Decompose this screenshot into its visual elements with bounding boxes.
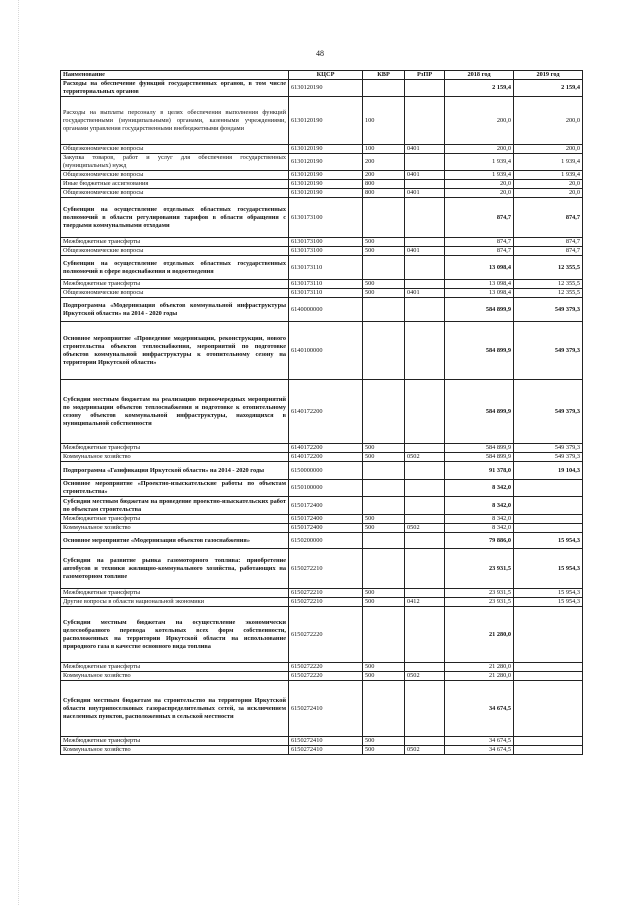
cell-rzpr xyxy=(405,480,445,497)
table-row xyxy=(61,289,583,298)
cell-kvr: 500 xyxy=(363,672,405,681)
cell-kcsr: 6150000000 xyxy=(289,462,363,480)
cell-kcsr: 6140172200 xyxy=(289,380,363,444)
table-row xyxy=(61,462,583,480)
cell-kcsr: 6130173100 xyxy=(289,198,363,238)
cell-2018: 13 098,4 xyxy=(445,289,514,298)
table-row xyxy=(61,607,583,663)
cell-kvr: 200 xyxy=(363,171,405,180)
cell-2019 xyxy=(514,672,583,681)
cell-rzpr xyxy=(405,298,445,322)
cell-2019 xyxy=(514,681,583,737)
cell-2019: 1 939,4 xyxy=(514,171,583,180)
cell-kcsr: 6130173100 xyxy=(289,238,363,247)
cell-2018: 23 931,5 xyxy=(445,589,514,598)
cell-kvr: 500 xyxy=(363,589,405,598)
cell-rzpr: 0502 xyxy=(405,746,445,755)
cell-name: Основное мероприятие «Проведение модернизации, реконструкции, нового строительства объектов теплоснабжения, мероприятий по подготовке объектов коммунальной инфраструктуры к отопительному сезону на территории Иркутской области» xyxy=(61,322,289,380)
cell-rzpr: 0502 xyxy=(405,672,445,681)
cell-2018: 20,0 xyxy=(445,189,514,198)
cell-kcsr: 6150272210 xyxy=(289,598,363,607)
cell-2019 xyxy=(514,524,583,533)
cell-kvr: 800 xyxy=(363,189,405,198)
cell-rzpr xyxy=(405,380,445,444)
cell-kvr: 500 xyxy=(363,663,405,672)
cell-rzpr xyxy=(405,737,445,746)
column-header-rzpr: РзПР xyxy=(405,71,445,80)
cell-rzpr xyxy=(405,256,445,280)
table-row xyxy=(61,453,583,462)
cell-2019: 15 954,3 xyxy=(514,549,583,589)
column-header-name: Наименование xyxy=(61,71,289,80)
cell-kcsr: 6150100000 xyxy=(289,480,363,497)
cell-name: Общеэкономические вопросы xyxy=(61,289,289,298)
cell-kcsr: 6130173110 xyxy=(289,256,363,280)
cell-rzpr: 0502 xyxy=(405,524,445,533)
cell-2019: 15 954,3 xyxy=(514,598,583,607)
cell-name: Межбюджетные трансферты xyxy=(61,737,289,746)
table-row xyxy=(61,247,583,256)
cell-rzpr xyxy=(405,681,445,737)
cell-kvr xyxy=(363,198,405,238)
cell-name: Субсидии местным бюджетам на реализацию первоочередных мероприятий по модернизации объектов теплоснабжения и подготовке к отопительному сезону объектов коммунальной инфраструктуры, находящихся в муниципальной собственности xyxy=(61,380,289,444)
cell-kcsr: 6150172400 xyxy=(289,497,363,515)
cell-rzpr xyxy=(405,533,445,549)
cell-kcsr: 6140000000 xyxy=(289,298,363,322)
cell-rzpr: 0401 xyxy=(405,171,445,180)
cell-name: Субвенции на осуществление отдельных областных государственных полномочий в области регулирования тарифов в области обращения с твердыми коммунальными отходами xyxy=(61,198,289,238)
cell-rzpr xyxy=(405,80,445,97)
cell-2018: 23 931,5 xyxy=(445,598,514,607)
cell-2018: 1 939,4 xyxy=(445,171,514,180)
cell-kcsr: 6150172400 xyxy=(289,515,363,524)
cell-2018: 584 899,9 xyxy=(445,298,514,322)
cell-kcsr: 6130173100 xyxy=(289,247,363,256)
cell-name: Коммунальное хозяйство xyxy=(61,453,289,462)
cell-kcsr: 6150272410 xyxy=(289,681,363,737)
cell-name: Другие вопросы в области национальной экономики xyxy=(61,598,289,607)
cell-2019: 549 379,3 xyxy=(514,380,583,444)
cell-kvr: 500 xyxy=(363,746,405,755)
cell-rzpr xyxy=(405,497,445,515)
cell-name: Общеэкономические вопросы xyxy=(61,247,289,256)
cell-name: Межбюджетные трансферты xyxy=(61,515,289,524)
cell-kvr: 100 xyxy=(363,97,405,145)
cell-kvr xyxy=(363,681,405,737)
cell-kvr: 500 xyxy=(363,444,405,453)
cell-2018: 34 674,5 xyxy=(445,681,514,737)
cell-kvr xyxy=(363,298,405,322)
cell-2019 xyxy=(514,663,583,672)
cell-rzpr: 0502 xyxy=(405,453,445,462)
cell-2019: 15 954,3 xyxy=(514,589,583,598)
cell-name: Коммунальное хозяйство xyxy=(61,746,289,755)
cell-kcsr: 6150272410 xyxy=(289,746,363,755)
cell-2019: 19 104,3 xyxy=(514,462,583,480)
cell-kvr xyxy=(363,462,405,480)
cell-2019: 874,7 xyxy=(514,198,583,238)
cell-2018: 874,7 xyxy=(445,247,514,256)
table-row xyxy=(61,598,583,607)
cell-rzpr xyxy=(405,444,445,453)
cell-2019 xyxy=(514,746,583,755)
cell-name: Субсидии на развитие рынка газомоторного топлива: приобретение автобусов и техники жилищно-коммунального хозяйства, работающих на газомоторном топливе xyxy=(61,549,289,589)
cell-name: Межбюджетные трансферты xyxy=(61,238,289,247)
table-header-row xyxy=(61,71,583,80)
table-row xyxy=(61,298,583,322)
cell-kcsr: 6130120190 xyxy=(289,145,363,154)
cell-kcsr: 6130120190 xyxy=(289,154,363,171)
cell-kcsr: 6130173110 xyxy=(289,289,363,298)
cell-name: Расходы на выплаты персоналу в целях обеспечения выполнения функций государственными (муниципальными) органами, казенными учреждениями, органами управления государственными внебюджетными фондами xyxy=(61,97,289,145)
cell-kvr: 500 xyxy=(363,238,405,247)
cell-kcsr: 6140172200 xyxy=(289,444,363,453)
cell-rzpr xyxy=(405,154,445,171)
cell-name: Субвенции на осуществление отдельных областных государственных полномочий в сфере водоснабжения и водоотведения xyxy=(61,256,289,280)
cell-kcsr: 6140100000 xyxy=(289,322,363,380)
cell-2018: 8 342,0 xyxy=(445,524,514,533)
cell-2018: 21 280,0 xyxy=(445,607,514,663)
cell-rzpr xyxy=(405,549,445,589)
table-row xyxy=(61,80,583,97)
cell-kcsr: 6150272220 xyxy=(289,672,363,681)
cell-kvr xyxy=(363,533,405,549)
cell-kvr: 500 xyxy=(363,737,405,746)
cell-rzpr: 0401 xyxy=(405,189,445,198)
cell-rzpr: 0401 xyxy=(405,247,445,256)
cell-rzpr xyxy=(405,198,445,238)
table-row xyxy=(61,746,583,755)
cell-kvr: 100 xyxy=(363,145,405,154)
cell-2018: 1 939,4 xyxy=(445,154,514,171)
cell-kvr xyxy=(363,497,405,515)
column-header-2019: 2019 год xyxy=(514,71,583,80)
cell-2019: 12 355,5 xyxy=(514,256,583,280)
cell-rzpr xyxy=(405,280,445,289)
column-header-kvr: КВР xyxy=(363,71,405,80)
cell-kvr xyxy=(363,322,405,380)
cell-2019: 200,0 xyxy=(514,97,583,145)
page-number: 48 xyxy=(316,49,324,58)
cell-kvr xyxy=(363,256,405,280)
cell-rzpr xyxy=(405,180,445,189)
cell-2019: 15 954,3 xyxy=(514,533,583,549)
cell-name: Основное мероприятие «Проектно-изыскательские работы по объектам строительства» xyxy=(61,480,289,497)
table-row xyxy=(61,380,583,444)
cell-name: Межбюджетные трансферты xyxy=(61,444,289,453)
cell-kcsr: 6150272210 xyxy=(289,549,363,589)
cell-kcsr: 6150272220 xyxy=(289,663,363,672)
cell-rzpr xyxy=(405,97,445,145)
table-body xyxy=(61,80,583,755)
cell-kcsr: 6150272410 xyxy=(289,737,363,746)
cell-name: Расходы на обеспечение функций государственных органов, в том числе территориальных органов xyxy=(61,80,289,97)
cell-2019 xyxy=(514,515,583,524)
column-header-kcsr: КЦСР xyxy=(289,71,363,80)
cell-kvr xyxy=(363,480,405,497)
cell-kcsr: 6150172400 xyxy=(289,524,363,533)
column-header-2018: 2018 год xyxy=(445,71,514,80)
cell-kcsr: 6130120190 xyxy=(289,180,363,189)
table-row xyxy=(61,189,583,198)
table-row xyxy=(61,238,583,247)
cell-2018: 8 342,0 xyxy=(445,497,514,515)
cell-name: Межбюджетные трансферты xyxy=(61,663,289,672)
cell-kvr: 500 xyxy=(363,453,405,462)
cell-2019: 874,7 xyxy=(514,238,583,247)
table-row xyxy=(61,145,583,154)
cell-2018: 79 886,0 xyxy=(445,533,514,549)
table-row xyxy=(61,737,583,746)
cell-2018: 584 899,9 xyxy=(445,322,514,380)
cell-2018: 21 280,0 xyxy=(445,663,514,672)
cell-rzpr xyxy=(405,238,445,247)
cell-kcsr: 6130120190 xyxy=(289,189,363,198)
cell-2018: 91 378,0 xyxy=(445,462,514,480)
cell-2019: 549 379,3 xyxy=(514,298,583,322)
cell-2019: 874,7 xyxy=(514,247,583,256)
table-row xyxy=(61,549,583,589)
cell-kvr: 500 xyxy=(363,289,405,298)
cell-kvr: 500 xyxy=(363,247,405,256)
cell-name: Коммунальное хозяйство xyxy=(61,672,289,681)
cell-kvr: 500 xyxy=(363,515,405,524)
table-row xyxy=(61,515,583,524)
cell-rzpr: 0401 xyxy=(405,289,445,298)
cell-kcsr: 6130120190 xyxy=(289,171,363,180)
table-row xyxy=(61,171,583,180)
cell-2018: 584 899,9 xyxy=(445,380,514,444)
cell-kcsr: 6150200000 xyxy=(289,533,363,549)
cell-2018: 200,0 xyxy=(445,97,514,145)
cell-2018: 21 280,0 xyxy=(445,672,514,681)
table-row xyxy=(61,256,583,280)
cell-rzpr: 0401 xyxy=(405,145,445,154)
cell-rzpr: 0412 xyxy=(405,598,445,607)
cell-kcsr: 6130120190 xyxy=(289,80,363,97)
cell-name: Подпрограмма «Модернизация объектов коммунальной инфраструктуры Иркутской области» на 2014 - 2020 годы xyxy=(61,298,289,322)
cell-2018: 34 674,5 xyxy=(445,737,514,746)
cell-2018: 34 674,5 xyxy=(445,746,514,755)
cell-name: Межбюджетные трансферты xyxy=(61,280,289,289)
cell-2018: 200,0 xyxy=(445,145,514,154)
cell-name: Субсидии местным бюджетам на проведение проектно-изыскательских работ по объектам строительства xyxy=(61,497,289,515)
table-row xyxy=(61,97,583,145)
cell-name: Основное мероприятие «Модернизация объектов газоснабжения» xyxy=(61,533,289,549)
cell-kvr: 200 xyxy=(363,154,405,171)
cell-2019: 1 939,4 xyxy=(514,154,583,171)
cell-kcsr: 6150272220 xyxy=(289,607,363,663)
cell-2018: 20,0 xyxy=(445,180,514,189)
cell-kvr xyxy=(363,380,405,444)
cell-2019: 200,0 xyxy=(514,145,583,154)
cell-2019: 12 355,5 xyxy=(514,280,583,289)
table-row xyxy=(61,322,583,380)
cell-2018: 8 342,0 xyxy=(445,480,514,497)
cell-kvr: 500 xyxy=(363,524,405,533)
cell-kvr xyxy=(363,549,405,589)
cell-2018: 584 899,9 xyxy=(445,453,514,462)
cell-2018: 8 342,0 xyxy=(445,515,514,524)
cell-2019: 549 379,3 xyxy=(514,322,583,380)
cell-2019: 12 355,5 xyxy=(514,289,583,298)
table-row xyxy=(61,663,583,672)
cell-2019 xyxy=(514,607,583,663)
cell-kvr xyxy=(363,80,405,97)
cell-name: Общеэкономические вопросы xyxy=(61,171,289,180)
table-row xyxy=(61,154,583,171)
cell-rzpr xyxy=(405,589,445,598)
cell-rzpr xyxy=(405,607,445,663)
cell-kvr xyxy=(363,607,405,663)
cell-2018: 13 098,4 xyxy=(445,280,514,289)
table-row xyxy=(61,497,583,515)
cell-name: Закупка товаров, работ и услуг для обеспечения государственных (муниципальных) нужд xyxy=(61,154,289,171)
table-row xyxy=(61,198,583,238)
cell-2019: 20,0 xyxy=(514,180,583,189)
scan-edge xyxy=(18,0,20,905)
cell-2018: 2 159,4 xyxy=(445,80,514,97)
table-row xyxy=(61,589,583,598)
table-row xyxy=(61,180,583,189)
cell-2019 xyxy=(514,737,583,746)
table-row xyxy=(61,672,583,681)
cell-rzpr xyxy=(405,462,445,480)
cell-2019: 549 379,3 xyxy=(514,453,583,462)
cell-kvr: 500 xyxy=(363,598,405,607)
table-row xyxy=(61,480,583,497)
cell-2018: 874,7 xyxy=(445,198,514,238)
table-row xyxy=(61,681,583,737)
cell-name: Иные бюджетные ассигнования xyxy=(61,180,289,189)
cell-name: Общеэкономические вопросы xyxy=(61,189,289,198)
cell-2019: 20,0 xyxy=(514,189,583,198)
table-row xyxy=(61,280,583,289)
cell-name: Подпрограмма «Газификация Иркутской области» на 2014 - 2020 годы xyxy=(61,462,289,480)
cell-kcsr: 6130173110 xyxy=(289,280,363,289)
cell-2019 xyxy=(514,497,583,515)
cell-name: Субсидии местным бюджетам на осуществление экономически целесообразного перевода котельных всех форм собственности, расположенных на территории Иркутской области на использование природного газа в качестве основного вида топлива xyxy=(61,607,289,663)
cell-kcsr: 6130120190 xyxy=(289,97,363,145)
cell-name: Межбюджетные трансферты xyxy=(61,589,289,598)
cell-rzpr xyxy=(405,663,445,672)
cell-kvr: 800 xyxy=(363,180,405,189)
cell-name: Коммунальное хозяйство xyxy=(61,524,289,533)
cell-rzpr xyxy=(405,515,445,524)
table-row xyxy=(61,524,583,533)
cell-2019: 549 379,3 xyxy=(514,444,583,453)
budget-table xyxy=(60,70,583,755)
cell-kvr: 500 xyxy=(363,280,405,289)
table-row xyxy=(61,533,583,549)
cell-kcsr: 6140172200 xyxy=(289,453,363,462)
cell-name: Субсидии местным бюджетам на строительство на территории Иркутской области внутрипоселковых газораспределительных сетей, за исключением населенных пунктов, расположенных в сельской местности xyxy=(61,681,289,737)
cell-rzpr xyxy=(405,322,445,380)
cell-kcsr: 6150272210 xyxy=(289,589,363,598)
table-row xyxy=(61,444,583,453)
cell-2019 xyxy=(514,480,583,497)
cell-2018: 23 931,5 xyxy=(445,549,514,589)
cell-2019: 2 159,4 xyxy=(514,80,583,97)
cell-2018: 874,7 xyxy=(445,238,514,247)
cell-2018: 584 899,9 xyxy=(445,444,514,453)
cell-2018: 13 098,4 xyxy=(445,256,514,280)
cell-name: Общеэкономические вопросы xyxy=(61,145,289,154)
